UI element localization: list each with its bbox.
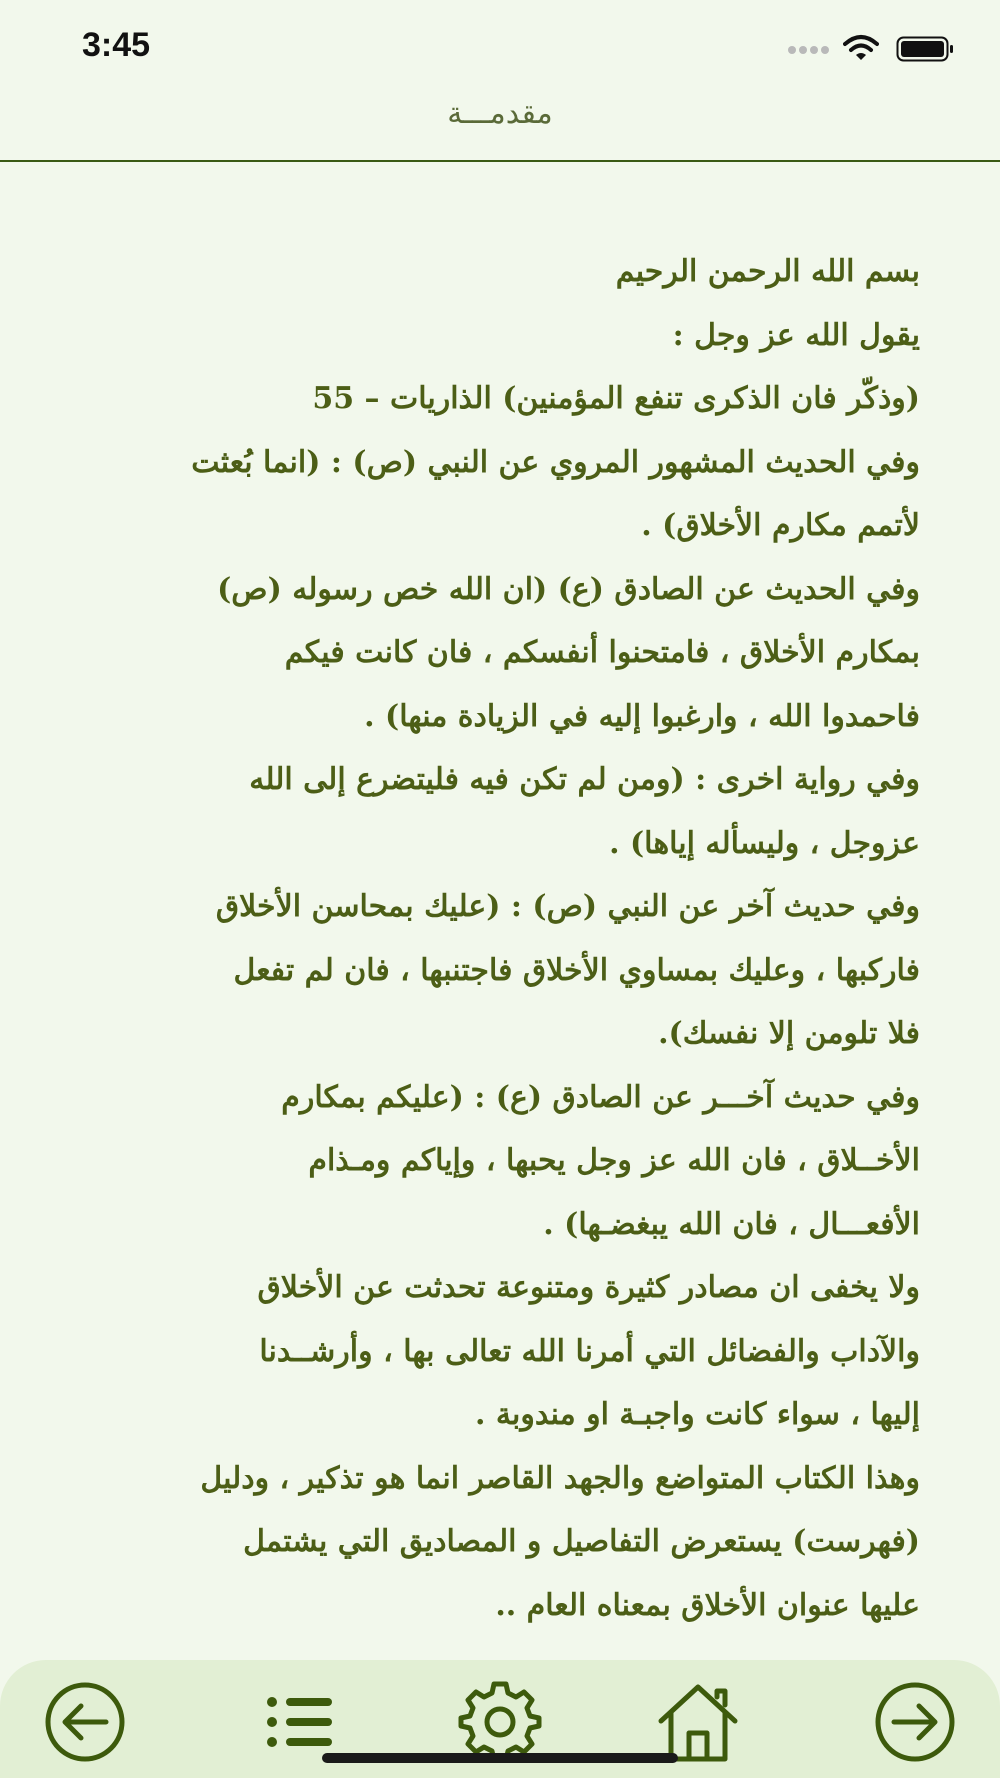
text-line: وفي حديث آخر عن النبي (ص) : (عليك بمحاسن الأخلاق (215, 889, 920, 924)
text-line: فاركبها ، وعليك بمساوي الأخلاق فاجتنبها ، فان لم تفعل (233, 952, 920, 988)
text-line: فاحمدوا الله ، وارغبوا إليه في الزيادة منها) . (364, 698, 920, 734)
text-line: وفي رواية اخرى : (ومن لم تكن فيه فليتضرع إلى الله (249, 762, 920, 797)
settings-button[interactable] (455, 1682, 545, 1762)
text-line: (فهرست) يستعرض التفاصيل و المصاديق التي يشتمل (243, 1524, 920, 1559)
text-line: الأفعـــال ، فان الله يبغضـها) . (543, 1206, 920, 1242)
text-line: وهذا الكتاب المتواضع والجهد القاصر انما هو تذكير ، ودليل (200, 1460, 920, 1496)
text-line: وفي الحديث المشهور المروي عن النبي (ص) : (انما بُعثت (191, 444, 920, 480)
forward-button[interactable] (870, 1682, 960, 1762)
back-button[interactable] (40, 1682, 130, 1762)
text-line: عزوجل ، وليسأله إياها) . (609, 825, 920, 861)
text-line: والآداب والفضائل التي أمرنا الله تعالى بها ، وأرشــدنا (259, 1333, 920, 1369)
text-line: ولا يخفى ان مصادر كثيرة ومتنوعة تحدثت عن الأخلاق (257, 1270, 920, 1305)
text-line: وفي الحديث عن الصادق (ع) (ان الله خص رسوله (ص) (217, 571, 920, 607)
battery-icon (896, 36, 954, 62)
list-button[interactable] (255, 1682, 345, 1762)
article-content (60, 240, 920, 1660)
text-line: عليها عنوان الأخلاق بمعناه العام .. (495, 1587, 920, 1623)
text-line: لأتمم مكارم الأخلاق) . (641, 508, 920, 543)
status-bar (0, 0, 1000, 100)
text-line: وفي حديث آخـــر عن الصادق (ع) : (عليكم بمكارم (281, 1079, 920, 1115)
text-line: (وذكّر فان الذكرى تنفع المؤمنين) الذاريات – 55 (312, 381, 920, 416)
home-button[interactable] (653, 1682, 743, 1762)
list-icon (260, 1692, 340, 1752)
text-line: يقول الله عز وجل : (672, 317, 920, 353)
signal-dots-icon (788, 46, 829, 54)
arrow-left-circle-icon (43, 1680, 127, 1764)
text-line: بمكارم الأخلاق ، فامتحنوا أنفسكم ، فان كانت فيكم (284, 635, 920, 670)
home-indicator (322, 1753, 678, 1763)
status-time: 3:45 (82, 26, 151, 64)
arrow-right-circle-icon (873, 1680, 957, 1764)
text-line: الأخــلاق ، فان الله عز وجل يحبها ، وإياكم ومـذام (308, 1143, 920, 1178)
page-title: مقدمـــة (447, 96, 553, 131)
text-line: فلا تلومن إلا نفسك). (658, 1016, 920, 1051)
text-line: بسم الله الرحمن الرحيم (615, 254, 920, 289)
text-line: إليها ، سواء كانت واجبـة او مندوبة . (475, 1397, 920, 1432)
wifi-icon (843, 34, 879, 62)
nav-header (0, 90, 1000, 162)
